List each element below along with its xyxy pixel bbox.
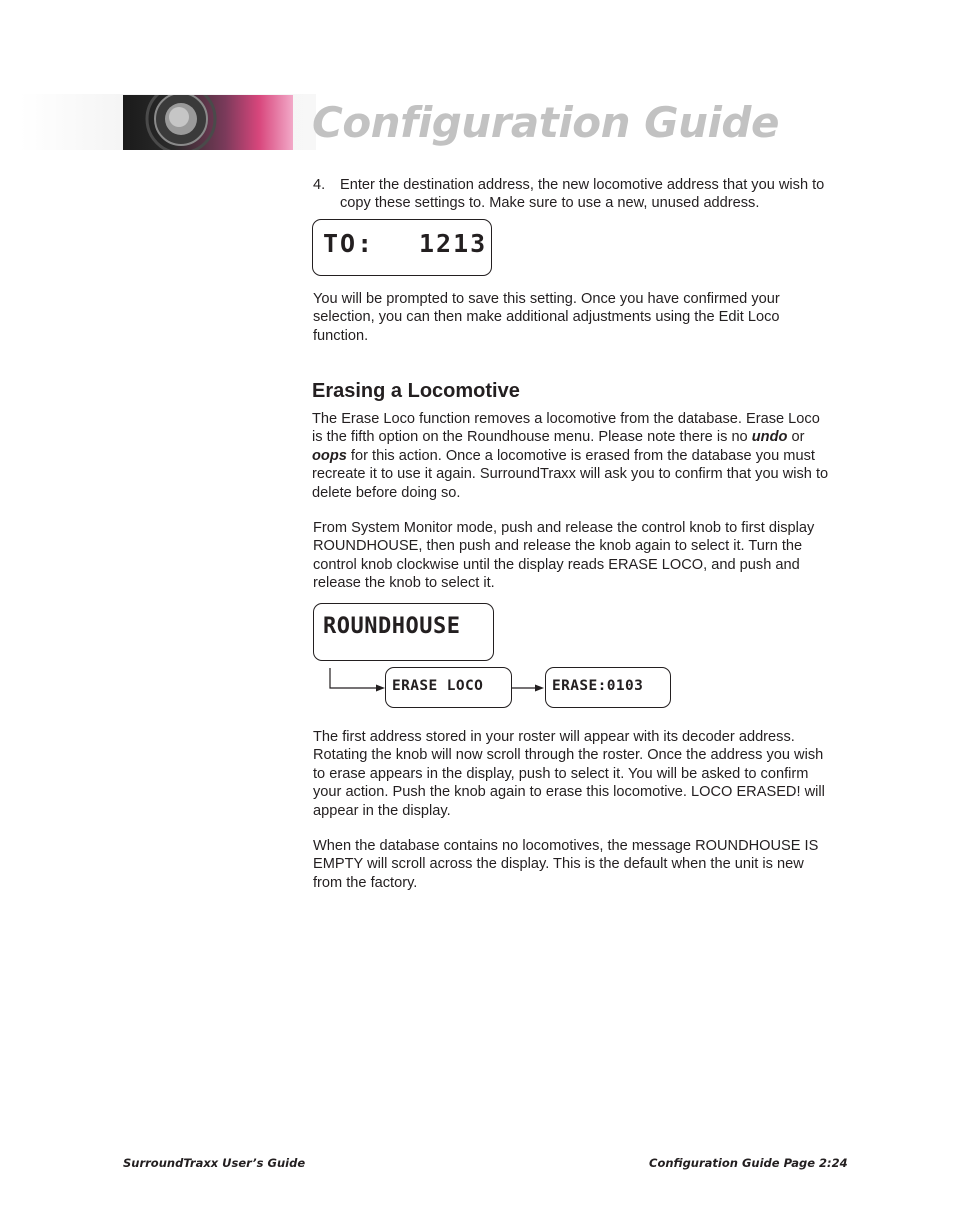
speaker-image — [123, 95, 293, 150]
lcd-display-erase-loco — [385, 667, 512, 708]
lcd-text: ROUNDHOUSE — [323, 614, 461, 639]
section-heading: Erasing a Locomotive — [312, 380, 520, 402]
step-text: Enter the destination address, the new locomotive address that you wish to copy these settings to. Make sure to use a new, unused address. — [340, 177, 825, 211]
lcd-text: ERASE LOCO — [392, 678, 484, 694]
intro-paragraph — [312, 410, 832, 502]
page-title: Configuration Guide — [312, 98, 779, 147]
lcd-value: 1213 — [419, 229, 488, 258]
lcd-text: ERASE:0103 — [552, 678, 644, 694]
lcd-label: TO: — [323, 229, 375, 258]
lcd-display-roundhouse — [313, 603, 494, 661]
footer-right: Configuration Guide Page 2:24 — [649, 1156, 848, 1170]
oops-emphasis: oops — [312, 447, 347, 464]
intro-text: or — [787, 429, 805, 446]
footer-left: SurroundTraxx User’s Guide — [123, 1156, 306, 1170]
step-number: 4. — [313, 177, 326, 193]
roster-paragraph: The first address stored in your roster will appear with its decoder address. Rotating the knob will now scroll through the roster. Once the address you wish to erase appears in the display, push to select it. You will be asked to confirm your action. Push the knob again to erase this locomotive. LOCO ERASED! will appear in the display. — [313, 729, 825, 819]
intro-text: The Erase Loco function removes a locomotive from the database. Erase Loco is the fifth option on the Roundhouse menu. Please note there is no — [312, 411, 820, 446]
monitor-paragraph: From System Monitor mode, push and release the control knob to first display ROUNDHOUSE, then push and release the knob again to select it. Turn the control knob clockwise until the display reads ERASE LOCO, and push and release the knob to select it. — [313, 520, 815, 592]
lcd-display-to — [312, 219, 492, 276]
intro-text: for this action. Once a locomotive is erased from the database you must recreate it to use it again. SurroundTraxx will ask you to confirm that you wish to delete before doing so. — [312, 447, 829, 501]
lcd-display-erase-address — [545, 667, 671, 708]
undo-emphasis: undo — [751, 429, 788, 446]
empty-paragraph: When the database contains no locomotives, the message ROUNDHOUSE IS EMPTY will scroll across the display. This is the default when the unit is new from the factory. — [313, 838, 819, 891]
save-paragraph: You will be prompted to save this setting. Once you have confirmed your selection, you can then make additional adjustments using the Edit Loco function. — [313, 291, 780, 344]
